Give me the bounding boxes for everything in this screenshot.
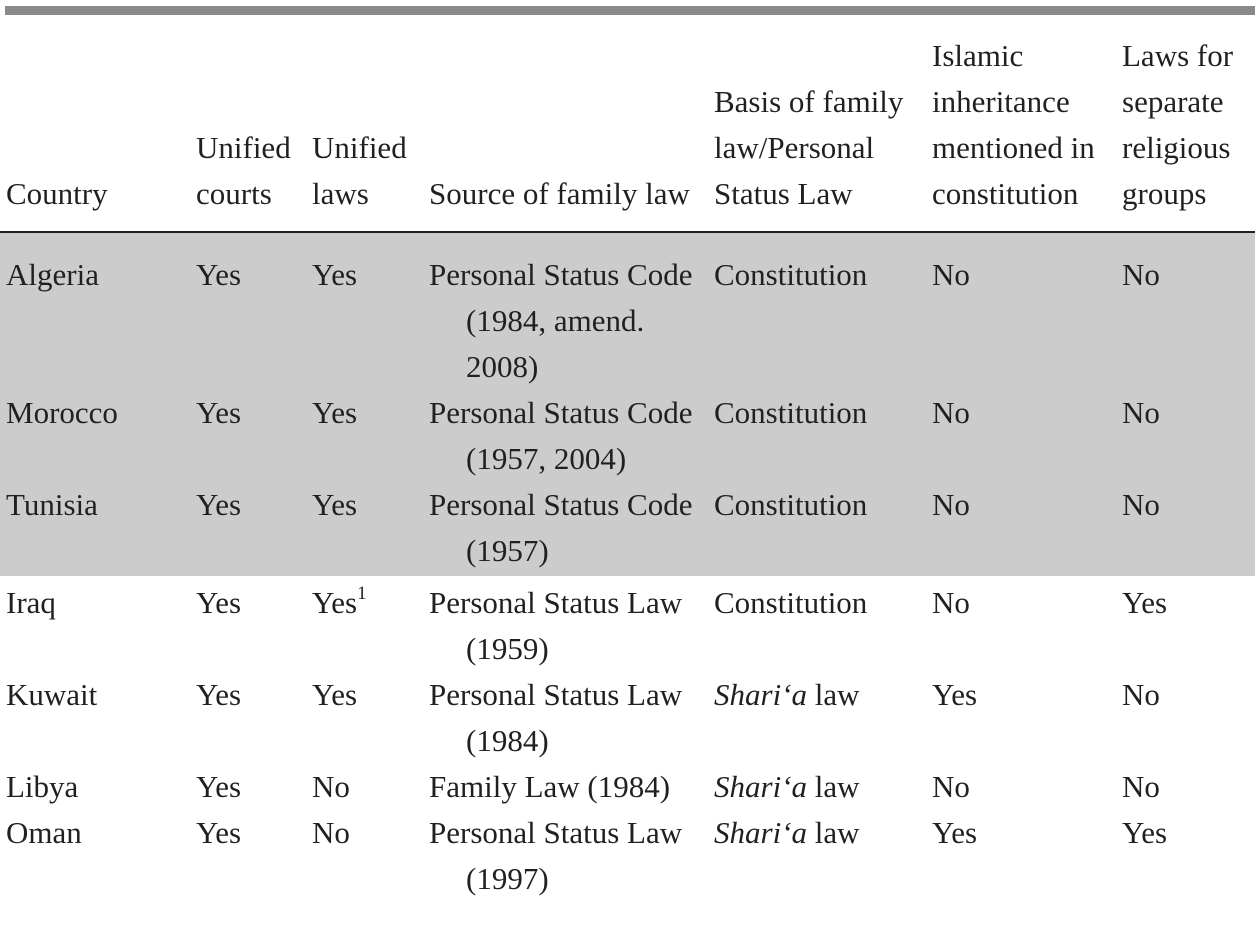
cell-source (423, 576, 708, 672)
header-unified-courts: Unified courts (190, 15, 306, 232)
cell-basis (708, 232, 926, 390)
unified-laws-value: Yes (312, 585, 358, 620)
table-row (0, 810, 1255, 902)
basis-text: Constitution (714, 585, 868, 620)
cell-separate-laws: No (1116, 482, 1255, 576)
cell-separate-laws: Yes (1122, 815, 1168, 850)
cell-separate-laws: No (1122, 769, 1160, 804)
cell-basis (708, 482, 926, 576)
table-row (0, 390, 1255, 482)
cell-country: Algeria (0, 232, 190, 390)
cell-country: Libya (6, 769, 79, 804)
source-text: Personal Status Code (1984, amend. 2008) (429, 257, 693, 384)
cell-unified-laws (306, 232, 423, 390)
unified-laws-value: Yes (312, 487, 358, 522)
family-law-table (0, 15, 1255, 902)
source-text: Personal Status Code (1957) (429, 487, 693, 568)
cell-inheritance: No (926, 232, 1116, 390)
cell-unified-courts: Yes (190, 390, 306, 482)
header-basis-of-family-law: Basis of family law/Personal Status Law (708, 15, 926, 232)
cell-basis (708, 390, 926, 482)
footnote-marker: 1 (357, 583, 367, 604)
cell-inheritance: No (926, 482, 1116, 576)
cell-unified-laws (306, 810, 423, 902)
header-country: Country (0, 15, 190, 232)
basis-text: law (807, 769, 860, 804)
cell-inheritance: Yes (932, 815, 978, 850)
cell-unified-courts: Yes (196, 769, 242, 804)
cell-basis (708, 672, 926, 764)
cell-inheritance: No (926, 390, 1116, 482)
cell-source (423, 482, 708, 576)
cell-source (423, 764, 708, 810)
cell-country: Kuwait (6, 677, 98, 712)
cell-basis (708, 576, 926, 672)
cell-country: Tunisia (0, 482, 190, 576)
cell-unified-courts: Yes (196, 815, 242, 850)
cell-unified-laws (306, 764, 423, 810)
header-row (0, 15, 1255, 232)
unified-laws-value: Yes (312, 257, 358, 292)
basis-text: Constitution (714, 257, 868, 292)
table-row (0, 672, 1255, 764)
unified-laws-value: Yes (312, 677, 358, 712)
source-text: Personal Status Code (1957, 2004) (429, 395, 693, 476)
table-row (0, 764, 1255, 810)
cell-unified-laws (306, 482, 423, 576)
cell-country: Iraq (6, 585, 56, 620)
cell-country: Oman (6, 815, 82, 850)
table-header (0, 15, 1255, 232)
header-islamic-inheritance: Islamic inheritance mentioned in constitution (926, 15, 1116, 232)
cell-inheritance: No (932, 769, 970, 804)
basis-italic: Shari‘a (714, 815, 807, 850)
basis-italic: Shari‘a (714, 769, 807, 804)
basis-text: Constitution (714, 395, 868, 430)
cell-basis (708, 764, 926, 810)
cell-unified-laws (306, 576, 423, 672)
cell-unified-laws (306, 672, 423, 764)
cell-unified-courts: Yes (190, 232, 306, 390)
source-text: Family Law (1984) (429, 769, 671, 804)
basis-italic: Shari‘a (714, 677, 807, 712)
header-unified-laws: Unified laws (306, 15, 423, 232)
cell-source (423, 810, 708, 902)
cell-inheritance: No (932, 585, 970, 620)
cell-inheritance: Yes (932, 677, 978, 712)
cell-source (423, 390, 708, 482)
cell-separate-laws: No (1116, 232, 1255, 390)
cell-unified-courts: Yes (196, 677, 242, 712)
cell-unified-laws (306, 390, 423, 482)
table-row (0, 232, 1255, 390)
header-separate-religious-laws: Laws for separate religious groups (1116, 15, 1255, 232)
unified-laws-value: No (312, 815, 350, 850)
table-row (0, 576, 1255, 672)
cell-separate-laws: No (1122, 677, 1160, 712)
unified-laws-value: Yes (312, 395, 358, 430)
cell-separate-laws: No (1116, 390, 1255, 482)
unified-laws-value: No (312, 769, 350, 804)
header-source-of-family-law: Source of family law (423, 15, 708, 232)
source-text: Personal Status Law (1984) (429, 677, 683, 758)
cell-source (423, 672, 708, 764)
cell-unified-courts: Yes (196, 585, 242, 620)
basis-text: Constitution (714, 487, 868, 522)
cell-basis (708, 810, 926, 902)
table-body (0, 232, 1255, 902)
cell-source (423, 232, 708, 390)
basis-text: law (807, 815, 860, 850)
cell-unified-courts: Yes (190, 482, 306, 576)
top-rule (5, 6, 1255, 15)
basis-text: law (807, 677, 860, 712)
table-row (0, 482, 1255, 576)
cell-country: Morocco (0, 390, 190, 482)
cell-separate-laws: Yes (1122, 585, 1168, 620)
source-text: Personal Status Law (1997) (429, 815, 683, 896)
source-text: Personal Status Law (1959) (429, 585, 683, 666)
